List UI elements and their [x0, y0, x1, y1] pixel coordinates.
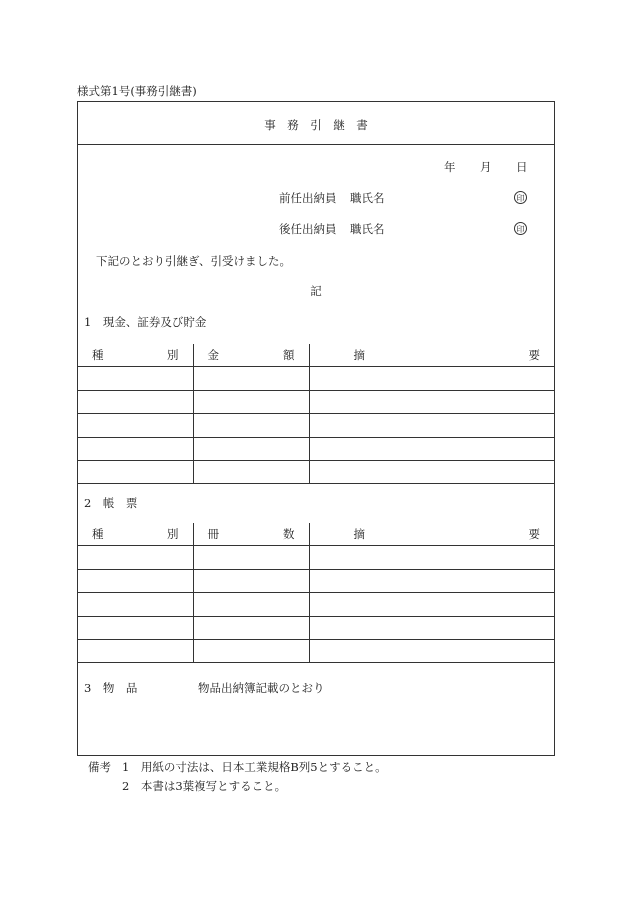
- date-day: 日: [516, 160, 528, 174]
- predecessor-name-label: 職氏名: [350, 191, 385, 205]
- header-count-b: 数: [283, 527, 295, 542]
- handover-statement: 下記のとおり引継ぎ、引受けました。: [96, 254, 292, 268]
- cash-table: [78, 344, 554, 484]
- remarks-label: 備考: [88, 760, 111, 774]
- remark-item-1: 1 用紙の寸法は、日本工業規格B列5とすること。: [122, 760, 387, 774]
- table-row: [78, 593, 554, 616]
- predecessor-label: 前任出納員: [279, 191, 337, 205]
- section2-heading: 2 帳 票: [84, 496, 138, 510]
- successor-seal-icon: 印: [514, 222, 527, 235]
- header-amount-a: 金: [207, 348, 219, 363]
- date-year: 年: [444, 160, 456, 174]
- successor-label: 後任出納員: [279, 222, 337, 236]
- table-row: [78, 569, 554, 592]
- ledger-table: [78, 523, 554, 663]
- header-amount-b: 額: [283, 348, 295, 363]
- header-kind-a: 種: [92, 348, 104, 363]
- cash-table-header: [78, 344, 554, 367]
- section1-heading: 1 現金、証券及び貯金: [84, 315, 207, 329]
- successor-name-label: 職氏名: [350, 222, 385, 236]
- header-remarks-b: 要: [528, 527, 540, 542]
- header-kind-a: 種: [92, 527, 104, 542]
- table-row: [78, 367, 554, 390]
- header-kind-b: 別: [167, 348, 179, 363]
- section3-heading: 3 物 品: [84, 681, 138, 695]
- header-count-a: 冊: [207, 527, 219, 542]
- form-number-label: 様式第1号(事務引継書): [77, 84, 197, 98]
- handover-form: [77, 101, 555, 756]
- table-row: [78, 437, 554, 460]
- table-row: [78, 639, 554, 662]
- section3-text: 物品出納簿記載のとおり: [198, 681, 325, 695]
- title-divider: [78, 144, 554, 145]
- header-remarks-a: 摘: [353, 527, 365, 542]
- header-remarks-a: 摘: [353, 348, 365, 363]
- ledger-table-header: [78, 523, 554, 546]
- table-row: [78, 460, 554, 483]
- table-row: [78, 414, 554, 437]
- predecessor-seal-icon: 印: [514, 191, 527, 204]
- remark-item-2: 2 本書は3葉複写とすること。: [122, 779, 287, 793]
- header-kind-b: 別: [167, 527, 179, 542]
- form-title: 事 務 引 継 書: [264, 118, 368, 132]
- table-row: [78, 546, 554, 569]
- table-row: [78, 616, 554, 639]
- table-row: [78, 390, 554, 413]
- ki-heading: 記: [310, 284, 322, 298]
- date-month: 月: [480, 160, 492, 174]
- header-remarks-b: 要: [528, 348, 540, 363]
